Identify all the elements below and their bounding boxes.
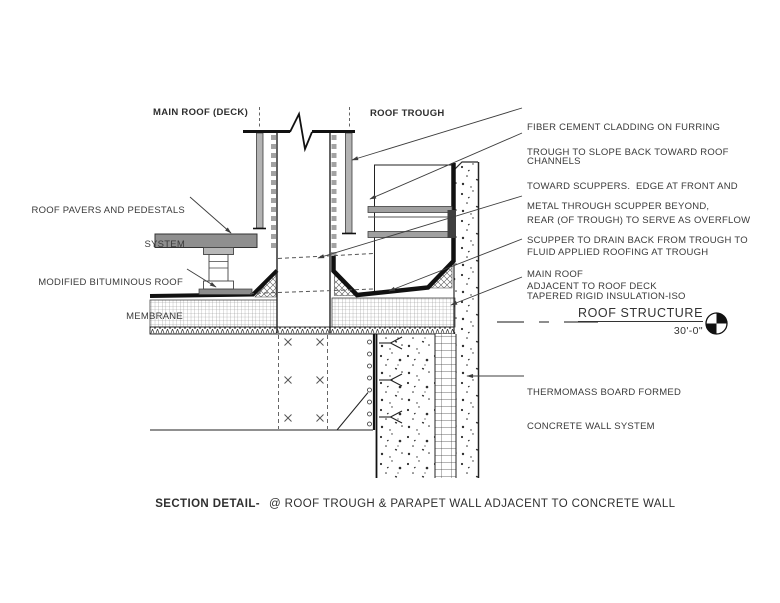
- drawing-title-prefix: SECTION DETAIL-: [155, 498, 261, 510]
- concrete-wall-upper: [454, 162, 478, 334]
- callout-line: TAPERED RIGID INSULATION-ISO: [527, 291, 686, 303]
- fiber-cement-cladding: [253, 133, 356, 256]
- roof-structure-level-label: [573, 306, 703, 320]
- callout-line: METAL THROUGH SCUPPER BEYOND,: [527, 201, 710, 213]
- drawing-title-text: @ ROOF TROUGH & PARAPET WALL ADJACENT TO CONCRETE WALL: [269, 498, 676, 510]
- metal-scupper: [368, 207, 456, 239]
- callout-line: FLUID APPLIED ROOFING AT TROUGH: [527, 247, 709, 259]
- callout-line: ROOF PAVERS AND PEDESTALS: [31, 205, 185, 217]
- parapet-wall: [277, 133, 330, 333]
- datum-target-icon: [706, 313, 727, 334]
- callout-line: SCUPPER TO DRAIN BACK FROM TROUGH TO: [527, 235, 748, 247]
- callout-line: ADJACENT TO ROOF DECK: [527, 281, 657, 293]
- callout-line: SYSTEM: [144, 239, 185, 251]
- plate-studs: [368, 340, 372, 426]
- callout-roof-pavers: [25, 183, 185, 261]
- main-roof-label: MAIN ROOF (DECK): [153, 107, 249, 118]
- callout-line: MODIFIED BITUMINOUS ROOF: [38, 277, 183, 289]
- roof-trough-label: ROOF TROUGH: [370, 108, 445, 119]
- callout-line: THERMOMASS BOARD FORMED: [527, 387, 682, 399]
- leader-trough-slope: [370, 133, 522, 199]
- gusset: [337, 393, 368, 431]
- thermomass-board: [435, 334, 456, 478]
- callout-line: TROUGH TO SLOPE BACK TOWARD ROOF: [527, 147, 729, 159]
- roof-deck-band: [150, 327, 454, 334]
- callout-line: MAIN ROOF: [527, 268, 584, 280]
- callout-line: CONCRETE WALL SYSTEM: [527, 421, 655, 433]
- callout-line: CHANNELS: [527, 156, 581, 168]
- structure-below-roof: [150, 334, 374, 430]
- roof-structure-elevation: 30'-0": [673, 325, 703, 337]
- drawing-title: [148, 486, 675, 510]
- callout-line: FIBER CEMENT CLADDING ON FURRING: [527, 122, 721, 134]
- callout-membrane: [23, 255, 183, 333]
- callout-thermomass: [527, 365, 681, 443]
- callout-line: MEMBRANE: [126, 311, 183, 323]
- leader-pavers: [190, 197, 231, 233]
- tapered-insulation-right: [332, 298, 455, 327]
- callout-line: REAR (OF TROUGH) TO SERVE AS OVERFLOW: [527, 214, 751, 226]
- level-label-text: ROOF STRUCTURE: [577, 306, 703, 320]
- callout-line: TOWARD SCUPPERS. EDGE AT FRONT AND: [527, 181, 738, 193]
